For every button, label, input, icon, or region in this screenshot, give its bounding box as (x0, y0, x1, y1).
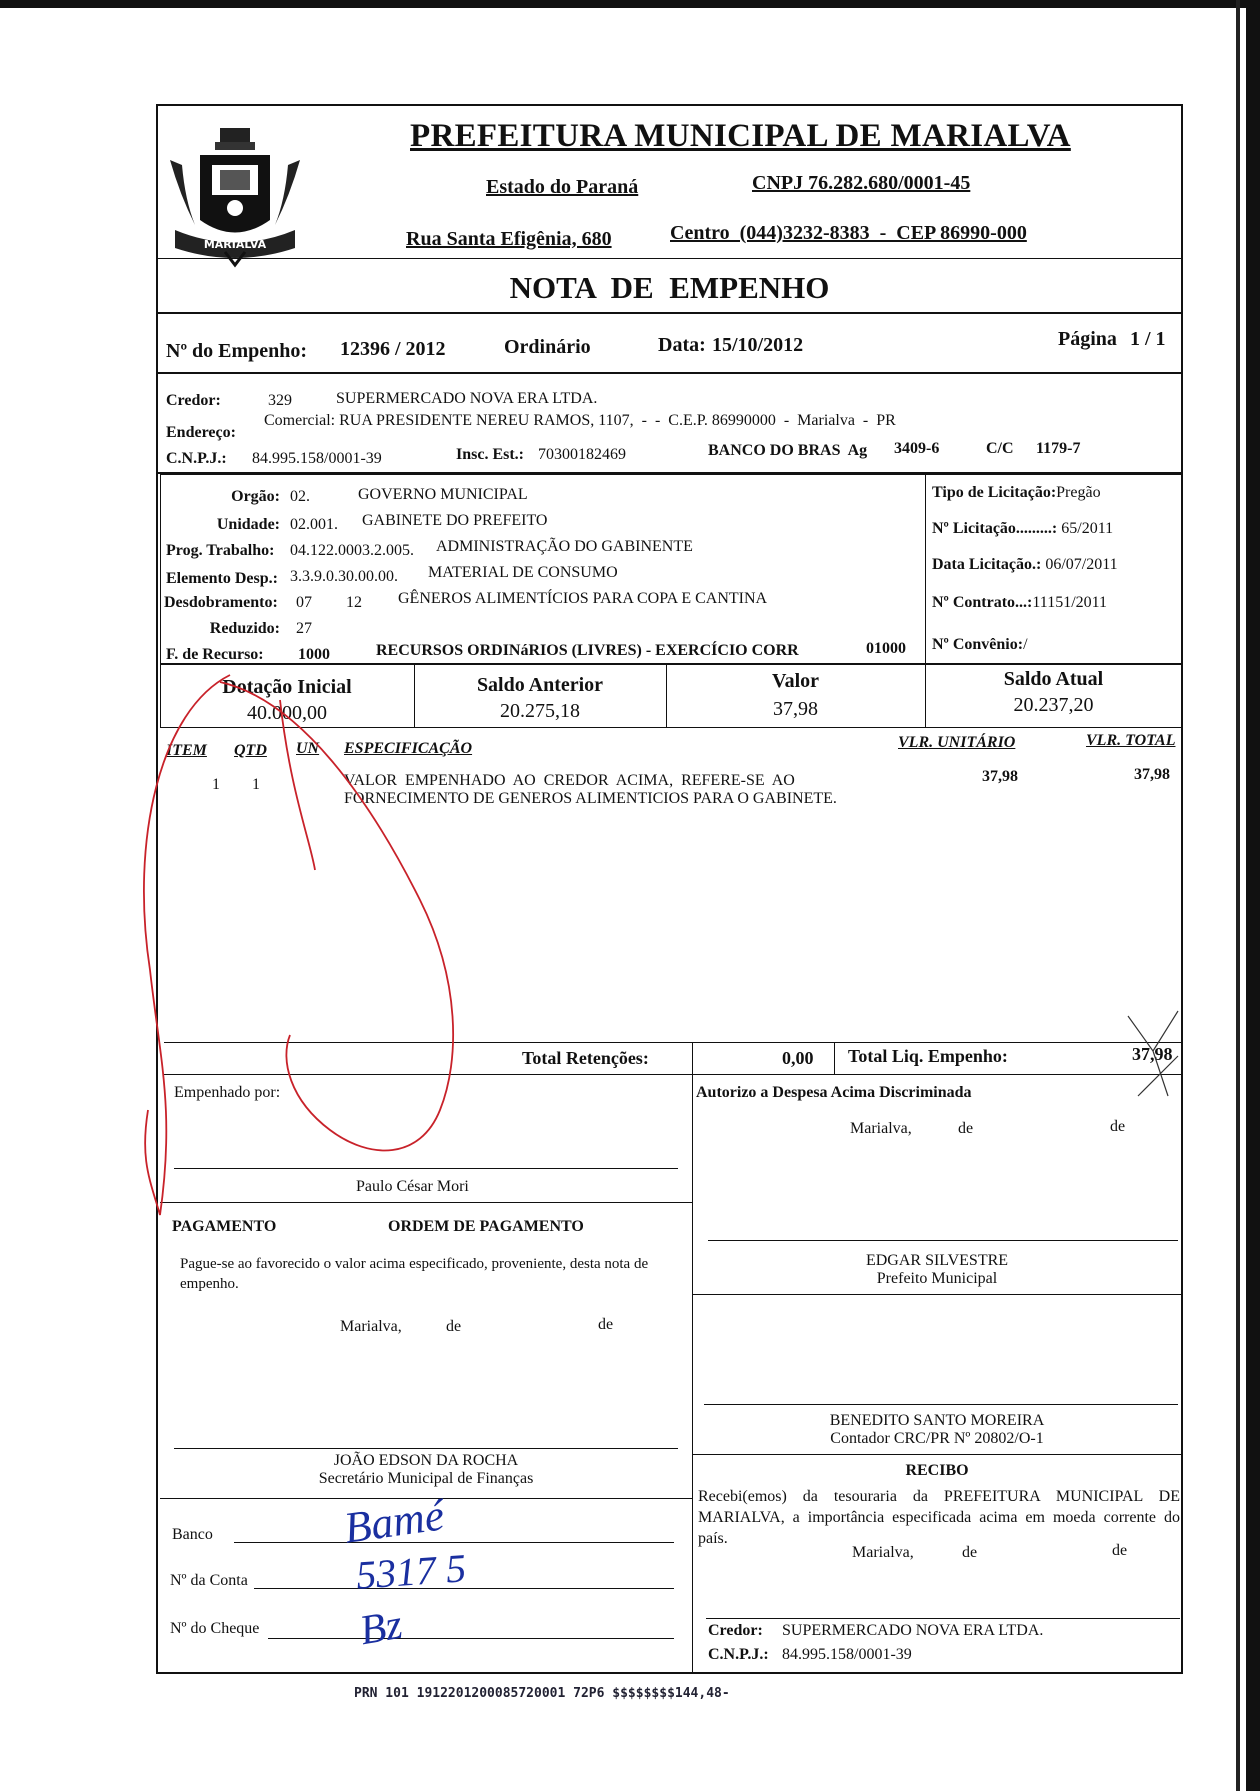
recibo-de-1: de (962, 1544, 978, 1561)
check-mark-annotation (1108, 1006, 1188, 1116)
cnpj-label: C.N.P.J.: (166, 450, 227, 467)
date-label: Data: (658, 334, 706, 356)
page-label: Página (1058, 328, 1117, 350)
scan-border-top (0, 0, 1260, 8)
cc-value: 1179-7 (1036, 440, 1081, 457)
insc-label: Insc. Est.: (456, 446, 525, 463)
divider (925, 474, 926, 664)
table-row-item: 1 (212, 776, 220, 793)
desdobramento-name: GÊNEROS ALIMENTÍCIOS PARA COPA E CANTINA (398, 590, 768, 607)
recibo-de-2: de (1112, 1542, 1128, 1559)
divider (692, 1454, 1182, 1455)
red-pen-annotation (120, 640, 480, 1230)
signature-line (704, 1404, 1178, 1405)
secretario-role: Secretário Municipal de Finanças (318, 1470, 534, 1487)
tipo-licitacao (932, 484, 1101, 502)
reduzido-label: Reduzido: (209, 620, 280, 637)
autorizo-de-2: de (1110, 1118, 1126, 1135)
empenhado-por-name: Paulo César Mori (356, 1178, 469, 1195)
endereco-label: Endereço: (166, 424, 236, 441)
cnpj-value: 84.995.158/0001-39 (252, 450, 382, 467)
divider (156, 312, 1183, 314)
orgao-label: Orgão: (231, 488, 280, 505)
table-row-spec-line2: FORNECIMENTO DE GENEROS ALIMENTICIOS PARA O GABINETE. (344, 790, 837, 807)
desdobramento-code1: 07 (296, 594, 312, 611)
cheque-label: Nº do Cheque (170, 1620, 260, 1637)
valor-label: Valor (771, 670, 820, 692)
coat-of-arms-logo (160, 120, 310, 270)
pagamento-de-2: de (598, 1316, 614, 1333)
bank-agency: 3409-6 (894, 440, 940, 457)
document-title: NOTA DE EMPENHO (509, 270, 830, 305)
numero-licitacao-value: 65/2011 (1061, 520, 1114, 537)
unidade-name: GABINETE DO PREFEITO (362, 512, 548, 529)
empenho-type: Ordinário (504, 336, 591, 358)
unidade-label: Unidade: (216, 516, 280, 533)
fonte-name: RECURSOS ORDINáRIOS (LIVRES) - EXERCÍCIO CORR (376, 642, 799, 659)
endereco-value: Comercial: RUA PRESIDENTE NEREU RAMOS, 1107, - - C.E.P. 86990000 - Marialva - PR (264, 412, 896, 429)
convenio (932, 636, 1028, 654)
col-header-un: UN (296, 740, 320, 757)
saldo-anterior-value: 20.275,18 (500, 700, 580, 722)
autorizo-label: Autorizo a Despesa Acima Discriminada (696, 1084, 972, 1101)
numero-licitacao-label: Nº Licitação.........: (932, 520, 1058, 537)
valor-value: 37,98 (773, 698, 818, 720)
elemento-code: 3.3.9.0.30.00.00. (290, 568, 398, 585)
recibo-text: Recebi(emos) da tesouraria da PREFEITURA MUNICIPAL DE MARIALVA, a importância especificada acima em moeda corrente do país. (698, 1488, 1180, 1547)
banco-label: Banco (172, 1526, 213, 1543)
tipo-licitacao-value: Pregão (1056, 484, 1101, 501)
data-licitacao (932, 556, 1118, 574)
header-contact: Centro (044)3232-8383 - CEP 86990-000 (670, 222, 1027, 244)
tipo-licitacao-label: Tipo de Licitação: (932, 484, 1057, 501)
cheque-line (268, 1638, 674, 1639)
fonte-extra-code: 01000 (866, 640, 906, 657)
handwritten-account: 5317 5 (354, 1545, 468, 1598)
saldo-atual-label: Saldo Atual (1003, 668, 1104, 690)
signature-line (706, 1618, 1180, 1619)
table-row-unit-value: 37,98 (982, 768, 1018, 785)
signature-line (174, 1448, 678, 1449)
empenho-number: 12396 / 2012 (340, 338, 446, 360)
fonte-code: 1000 (298, 646, 330, 663)
contador-role: Contador CRC/PR Nº 20802/O-1 (830, 1430, 1044, 1447)
pagamento-label: PAGAMENTO (172, 1218, 277, 1235)
col-header-vlr-unitario: VLR. UNITÁRIO (898, 734, 1016, 751)
prog-name: ADMINISTRAÇÃO DO GABINENTE (436, 538, 693, 555)
conta-label: Nº da Conta (170, 1572, 248, 1589)
date-value: 15/10/2012 (712, 334, 804, 356)
scan-border-right (1246, 0, 1260, 1791)
unidade-code: 02.001. (290, 516, 338, 533)
ordem-pagamento-label: ORDEM DE PAGAMENTO (388, 1218, 584, 1235)
recibo-place: Marialva, (852, 1544, 914, 1561)
page-value: 1 / 1 (1130, 328, 1166, 350)
contrato-value: 11151/2011 (1032, 594, 1108, 611)
orgao-name: GOVERNO MUNICIPAL (358, 486, 528, 503)
orgao-code: 02. (290, 488, 310, 505)
divider (156, 372, 1183, 374)
col-header-vlr-total: VLR. TOTAL (1086, 732, 1176, 749)
desdobramento-label: Desdobramento: (164, 594, 278, 611)
fonte-label: F. de Recurso: (166, 646, 264, 663)
contrato (932, 594, 1107, 612)
prefeito-role: Prefeito Municipal (876, 1270, 998, 1287)
pagamento-place: Marialva, (340, 1318, 402, 1335)
handwritten-bank: Bamé (341, 1490, 448, 1553)
empenhado-por-label: Empenhado por: (174, 1084, 281, 1101)
footer-print-code: PRN 101 1912201200085720001 72P6 $$$$$$$$144,48- (354, 1686, 730, 1701)
recibo-credor-value: SUPERMERCADO NOVA ERA LTDA. (782, 1622, 1044, 1639)
recibo-cnpj-value: 84.995.158/0001-39 (782, 1646, 912, 1663)
numero-licitacao (932, 520, 1113, 538)
dotacao-label: Dotação Inicial (222, 676, 352, 698)
saldo-anterior-label: Saldo Anterior (476, 674, 604, 696)
header-cnpj: CNPJ 76.282.680/0001-45 (752, 172, 971, 194)
retencoes-value: 0,00 (782, 1048, 814, 1068)
divider (692, 1042, 693, 1074)
divider (834, 1042, 835, 1074)
cc-label: C/C (986, 440, 1014, 457)
autorizo-place: Marialva, (850, 1120, 912, 1137)
recibo-cnpj-label: C.N.P.J.: (708, 1646, 769, 1663)
saldo-atual-value: 20.237,20 (1013, 694, 1094, 716)
divider (156, 258, 1183, 259)
retencoes-label: Total Retenções: (522, 1048, 649, 1068)
data-licitacao-label: Data Licitação.: (932, 556, 1042, 573)
liquido-label: Total Liq. Empenho: (848, 1046, 1008, 1066)
contrato-label: Nº Contrato...: (932, 594, 1033, 611)
prog-label: Prog. Trabalho: (166, 542, 275, 559)
elemento-label: Elemento Desp.: (166, 570, 278, 587)
prog-code: 04.122.0003.2.005. (290, 542, 414, 559)
state-label: Estado do Paraná (486, 176, 639, 198)
municipal-coat-of-arms-icon (160, 120, 310, 270)
contador-name: BENEDITO SANTO MOREIRA (829, 1412, 1045, 1429)
scan-border-right-inner (1236, 0, 1240, 1791)
convenio-value: / (1023, 636, 1028, 653)
insc-value: 70300182469 (538, 446, 626, 463)
handwritten-cheque: Bz (356, 1601, 406, 1655)
divider (692, 1074, 693, 1672)
data-licitacao-value: 06/07/2011 (1045, 556, 1118, 573)
autorizo-de-1: de (958, 1120, 974, 1137)
col-header-especificacao: ESPECIFICAÇÃO (344, 740, 473, 757)
liquido-value: 37,98 (1132, 1044, 1173, 1064)
credor-code: 329 (268, 392, 292, 409)
credor-label: Credor: (166, 392, 221, 409)
desdobramento-code2: 12 (346, 594, 362, 611)
recibo-title: RECIBO (905, 1462, 969, 1479)
dotacao-value: 40.000,00 (247, 702, 327, 724)
col-header-qtd: QTD (234, 742, 267, 759)
divider (692, 1294, 1182, 1295)
banco-line (234, 1542, 674, 1543)
recibo-credor-label: Credor: (708, 1622, 763, 1639)
elemento-name: MATERIAL DE CONSUMO (428, 564, 618, 581)
logo-banner-text: MARIALVA (203, 238, 267, 251)
empenho-label: Nº do Empenho: (166, 340, 308, 362)
table-row-spec-line1: VALOR EMPENHADO AO CREDOR ACIMA, REFERE-SE AO (344, 772, 795, 789)
credor-name: SUPERMERCADO NOVA ERA LTDA. (336, 390, 598, 407)
prefeito-name: EDGAR SILVESTRE (865, 1252, 1009, 1269)
table-row-qtd: 1 (252, 776, 260, 793)
reduzido-value: 27 (296, 620, 312, 637)
signature-line (708, 1240, 1178, 1241)
pagamento-de-1: de (446, 1318, 462, 1335)
header-address: Rua Santa Efigênia, 680 (406, 228, 612, 250)
convenio-label: Nº Convênio: (932, 636, 1024, 653)
secretario-name: JOÃO EDSON DA ROCHA (333, 1452, 519, 1469)
table-row-total-value: 37,98 (1134, 766, 1170, 783)
col-header-item: ITEM (166, 742, 207, 759)
page-title: PREFEITURA MUNICIPAL DE MARIALVA (410, 118, 1071, 154)
bank-label: BANCO DO BRAS Ag (708, 442, 868, 459)
pagamento-text: Pague-se ao favorecido o valor acima especificado, proveniente, desta nota de empenho. (180, 1256, 649, 1292)
